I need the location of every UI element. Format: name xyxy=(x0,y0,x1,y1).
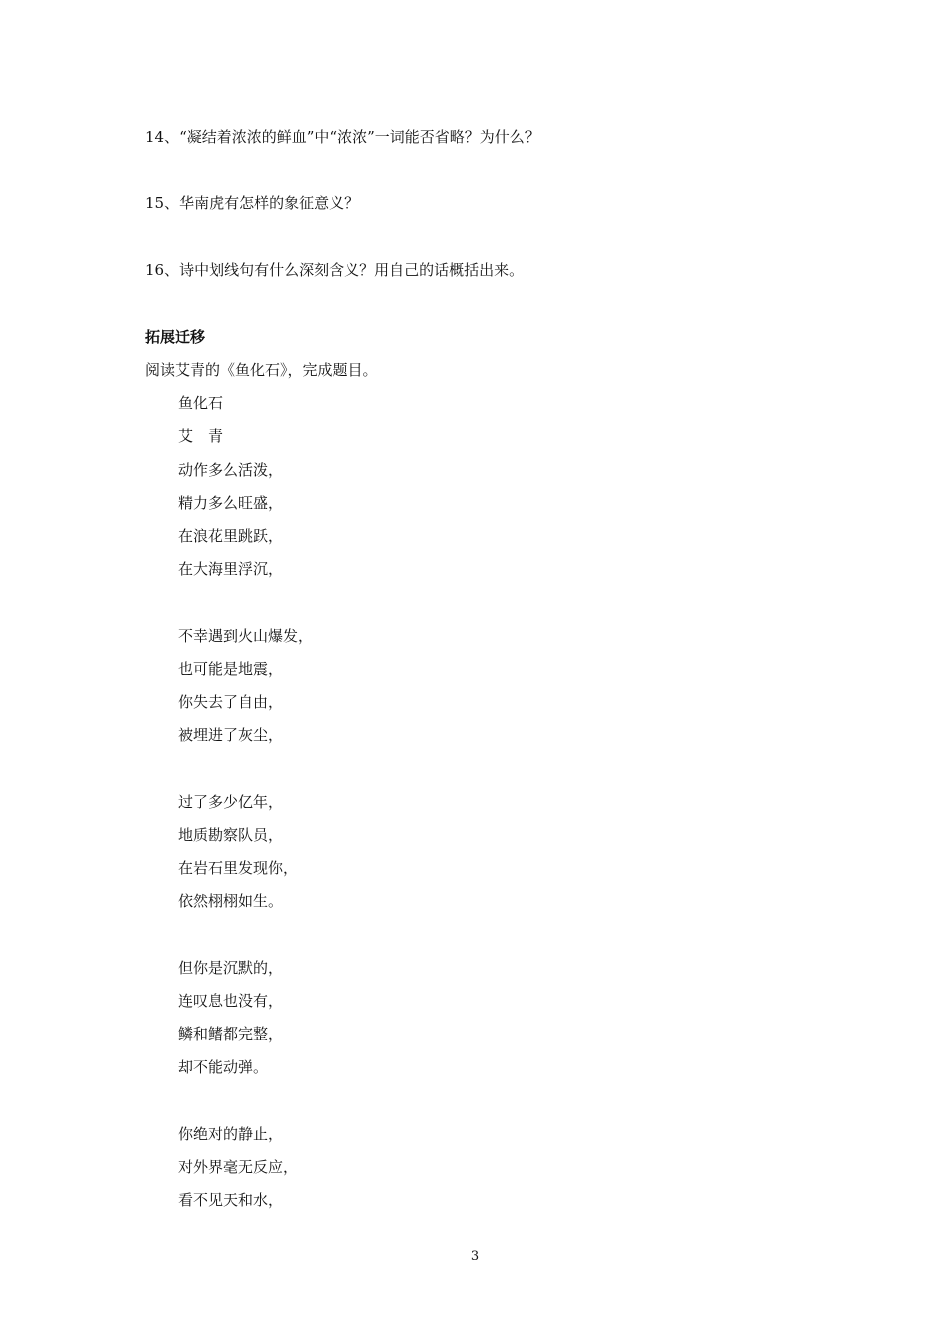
poem-line: 过了多少亿年， xyxy=(178,793,284,811)
poem-line: 连叹息也没有， xyxy=(178,992,284,1010)
poem-line: 你绝对的静止， xyxy=(178,1125,284,1143)
question-14: 14、“凝结着浓浓的鲜血”中“浓浓”一词能否省略？为什么？ xyxy=(145,128,540,146)
poem-line: 地质勘察队员， xyxy=(178,826,284,844)
poem-title: 鱼化石 xyxy=(178,394,224,412)
page-number: 3 xyxy=(470,1249,480,1264)
poem-line: 看不见天和水， xyxy=(178,1191,284,1209)
question-16: 16、诗中划线句有什么深刻含义？用自己的话概括出来。 xyxy=(145,261,525,279)
poem-line: 但你是沉默的， xyxy=(178,959,284,977)
poem-line: 却不能动弹。 xyxy=(178,1058,269,1076)
poem-line: 动作多么活泼， xyxy=(178,461,284,479)
poem-line: 你失去了自由， xyxy=(178,693,284,711)
poem-author: 艾 青 xyxy=(178,427,224,445)
poem-line: 在大海里浮沉， xyxy=(178,560,284,578)
poem-line: 鳞和鳍都完整， xyxy=(178,1025,284,1043)
poem-line: 对外界毫无反应， xyxy=(178,1158,299,1176)
poem-line: 也可能是地震， xyxy=(178,660,284,678)
question-15: 15、华南虎有怎样的象征意义？ xyxy=(145,194,360,212)
poem-line: 不幸遇到火山爆发， xyxy=(178,627,314,645)
poem-line: 依然栩栩如生。 xyxy=(178,892,284,910)
reading-instruction: 阅读艾青的《鱼化石》，完成题目。 xyxy=(145,361,378,379)
poem-line: 被埋进了灰尘， xyxy=(178,726,284,744)
poem-line: 在岩石里发现你， xyxy=(178,859,299,877)
poem-line: 精力多么旺盛， xyxy=(178,494,284,512)
poem-line: 在浪花里跳跃， xyxy=(178,527,284,545)
section-heading: 拓展迁移 xyxy=(145,328,206,346)
